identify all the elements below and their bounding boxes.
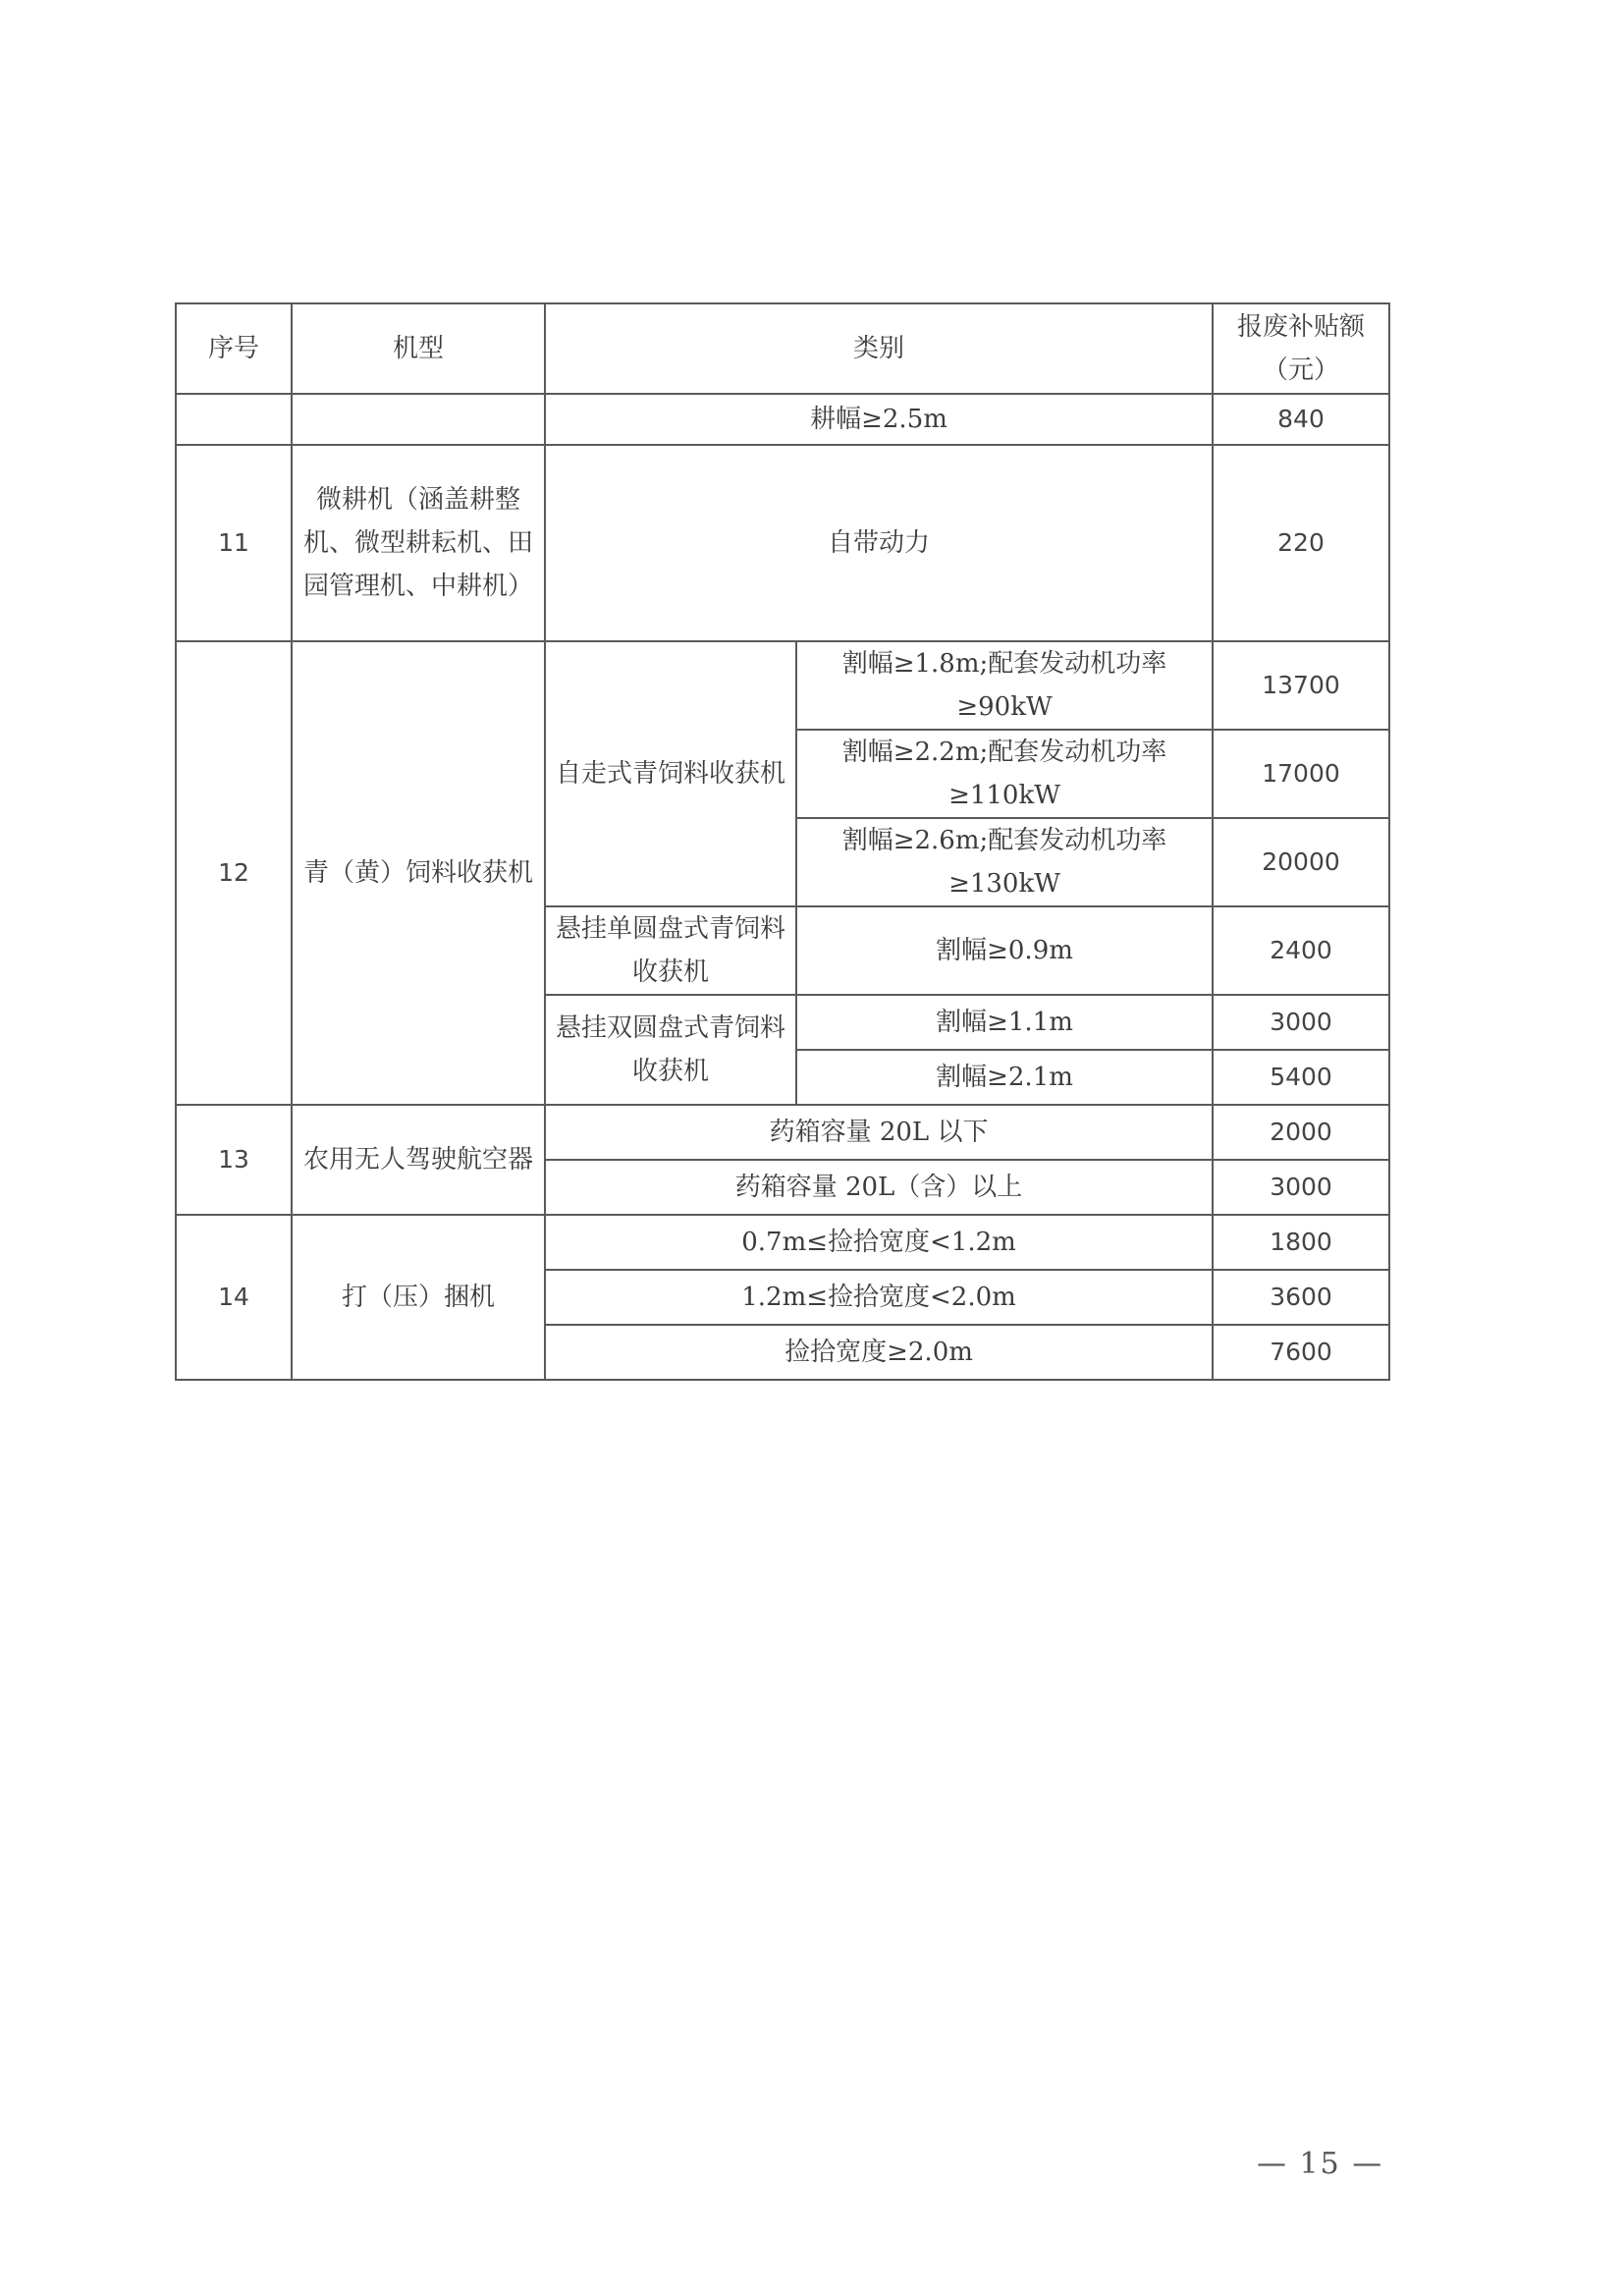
page-number-dash-right: — — [1352, 2147, 1384, 2181]
table-row — [176, 1105, 1389, 1160]
header-category: 类别 — [545, 303, 1213, 394]
seq-cell: 11 — [176, 445, 292, 641]
seq-cell: 13 — [176, 1105, 292, 1215]
type-cell: 悬挂单圆盘式青饲料收获机 — [545, 906, 796, 995]
subsidy-table-container — [175, 302, 1388, 1381]
category-cell: 药箱容量 20L（含）以上 — [545, 1160, 1213, 1215]
table-row — [176, 1215, 1389, 1270]
page-number-dash-left: — — [1257, 2147, 1288, 2181]
page-number — [1257, 2147, 1383, 2181]
amount-cell: 3000 — [1213, 995, 1389, 1050]
spec-cell: 割幅≥1.1m — [796, 995, 1213, 1050]
header-seq: 序号 — [176, 303, 292, 394]
table-row — [176, 445, 1389, 641]
model-cell-empty — [292, 394, 545, 445]
spec-cell: 割幅≥0.9m — [796, 906, 1213, 995]
subsidy-table — [175, 302, 1390, 1381]
amount-cell: 20000 — [1213, 818, 1389, 906]
seq-cell: 12 — [176, 641, 292, 1105]
amount-cell: 2000 — [1213, 1105, 1389, 1160]
page-number-value: 15 — [1299, 2147, 1341, 2181]
spec-cell: 割幅≥2.6m;配套发动机功率≥130kW — [796, 818, 1213, 906]
model-cell: 打（压）捆机 — [292, 1215, 545, 1380]
header-subsidy: 报废补贴额（元） — [1213, 303, 1389, 394]
table-row — [176, 641, 1389, 730]
table-row — [176, 394, 1389, 445]
category-cell: 自带动力 — [545, 445, 1213, 641]
amount-cell: 1800 — [1213, 1215, 1389, 1270]
spec-cell: 割幅≥2.2m;配套发动机功率≥110kW — [796, 730, 1213, 818]
category-cell: 药箱容量 20L 以下 — [545, 1105, 1213, 1160]
header-model: 机型 — [292, 303, 545, 394]
model-cell: 微耕机（涵盖耕整机、微型耕耘机、田园管理机、中耕机） — [292, 445, 545, 641]
table-header-row — [176, 303, 1389, 394]
amount-cell: 5400 — [1213, 1050, 1389, 1105]
category-cell: 1.2m≤捡拾宽度<2.0m — [545, 1270, 1213, 1325]
amount-cell: 840 — [1213, 394, 1389, 445]
spec-cell: 割幅≥1.8m;配套发动机功率≥90kW — [796, 641, 1213, 730]
model-cell: 青（黄）饲料收获机 — [292, 641, 545, 1105]
amount-cell: 13700 — [1213, 641, 1389, 730]
amount-cell: 3600 — [1213, 1270, 1389, 1325]
amount-cell: 220 — [1213, 445, 1389, 641]
type-cell: 自走式青饲料收获机 — [545, 641, 796, 906]
amount-cell: 2400 — [1213, 906, 1389, 995]
seq-cell: 14 — [176, 1215, 292, 1380]
amount-cell: 7600 — [1213, 1325, 1389, 1380]
amount-cell: 17000 — [1213, 730, 1389, 818]
category-cell: 0.7m≤捡拾宽度<1.2m — [545, 1215, 1213, 1270]
category-cell: 捡拾宽度≥2.0m — [545, 1325, 1213, 1380]
amount-cell: 3000 — [1213, 1160, 1389, 1215]
category-cell: 耕幅≥2.5m — [545, 394, 1213, 445]
seq-cell-empty — [176, 394, 292, 445]
type-cell: 悬挂双圆盘式青饲料收获机 — [545, 995, 796, 1105]
spec-cell: 割幅≥2.1m — [796, 1050, 1213, 1105]
model-cell: 农用无人驾驶航空器 — [292, 1105, 545, 1215]
